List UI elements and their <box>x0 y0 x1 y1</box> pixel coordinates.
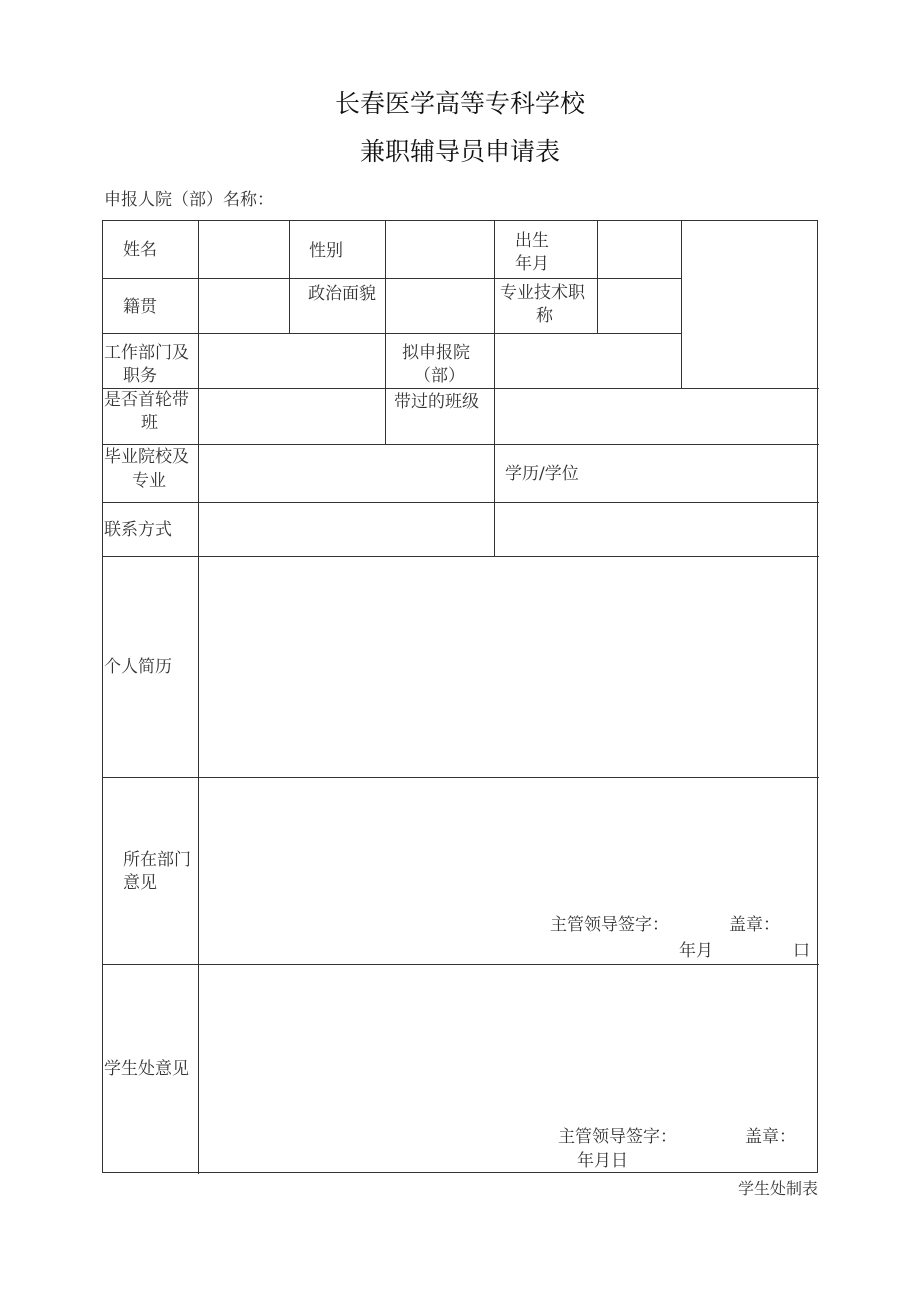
hometown-label: 籍贯 <box>123 297 157 317</box>
proposed-college-field[interactable] <box>495 334 681 388</box>
professional-title-label-line1: 专业技术职 <box>500 283 585 303</box>
resume-field[interactable] <box>199 557 818 777</box>
graduate-school-field[interactable] <box>199 445 494 502</box>
contact-field[interactable] <box>199 503 494 556</box>
gender-label: 性别 <box>309 241 343 261</box>
birth-label-line2: 年月 <box>515 254 549 274</box>
form-maker-note: 学生处制表 <box>737 1179 818 1198</box>
applicant-department-label: 申报人院（部）名称： <box>104 190 274 210</box>
dept-date-year-month: 年月 <box>679 941 713 961</box>
resume-label: 个人简历 <box>104 657 172 677</box>
office-date: 年月日 <box>577 1151 628 1171</box>
photo-area[interactable] <box>682 222 818 388</box>
professional-title-field[interactable] <box>598 279 681 333</box>
dept-date-day: 口 <box>793 941 810 961</box>
office-opinion-field[interactable] <box>199 965 818 1173</box>
graduate-school-label-line1: 毕业院校及 <box>104 447 189 467</box>
office-signature-label: 主管领导签字： <box>558 1127 677 1147</box>
birth-date-field[interactable] <box>598 222 681 278</box>
work-dept-field[interactable] <box>199 334 385 388</box>
dept-signature-label: 主管领导签字： <box>550 915 669 935</box>
classes-led-label: 带过的班级 <box>394 392 479 412</box>
application-form-table <box>102 220 818 1173</box>
professional-title-label-line2: 称 <box>536 306 553 326</box>
contact-label: 联系方式 <box>104 520 172 540</box>
dept-seal-label: 盖章： <box>729 915 780 935</box>
birth-label-line1: 出生 <box>515 231 549 251</box>
gender-field[interactable] <box>386 222 494 278</box>
office-seal-label: 盖章： <box>745 1127 796 1147</box>
degree-label: 学历/学位 <box>505 464 579 484</box>
hometown-field[interactable] <box>199 279 289 333</box>
first-round-label-line2: 班 <box>141 413 158 433</box>
office-opinion-label: 学生处意见 <box>104 1059 189 1079</box>
political-status-field[interactable] <box>386 279 494 333</box>
first-round-field[interactable] <box>199 389 385 444</box>
school-name: 长春医学高等专科学校 <box>334 89 585 118</box>
form-title: 兼职辅导员申请表 <box>359 137 560 166</box>
classes-led-field[interactable] <box>495 389 818 444</box>
name-label: 姓名 <box>123 240 157 260</box>
dept-opinion-label-line1: 所在部门 <box>123 850 191 870</box>
dept-opinion-label-line2: 意见 <box>123 873 157 893</box>
dept-opinion-field[interactable] <box>199 778 818 964</box>
degree-field[interactable] <box>495 445 818 502</box>
proposed-college-label-line1: 拟申报院 <box>402 343 470 363</box>
first-round-label-line1: 是否首轮带 <box>104 390 189 410</box>
political-status-label: 政治面貌 <box>308 284 376 304</box>
proposed-college-label-line2: （部） <box>414 366 465 386</box>
name-field[interactable] <box>199 222 289 278</box>
work-dept-label-line2: 职务 <box>123 366 157 386</box>
graduate-school-label-line2: 专业 <box>132 471 166 491</box>
contact-extra-field[interactable] <box>495 503 818 556</box>
work-dept-label-line1: 工作部门及 <box>104 343 189 363</box>
